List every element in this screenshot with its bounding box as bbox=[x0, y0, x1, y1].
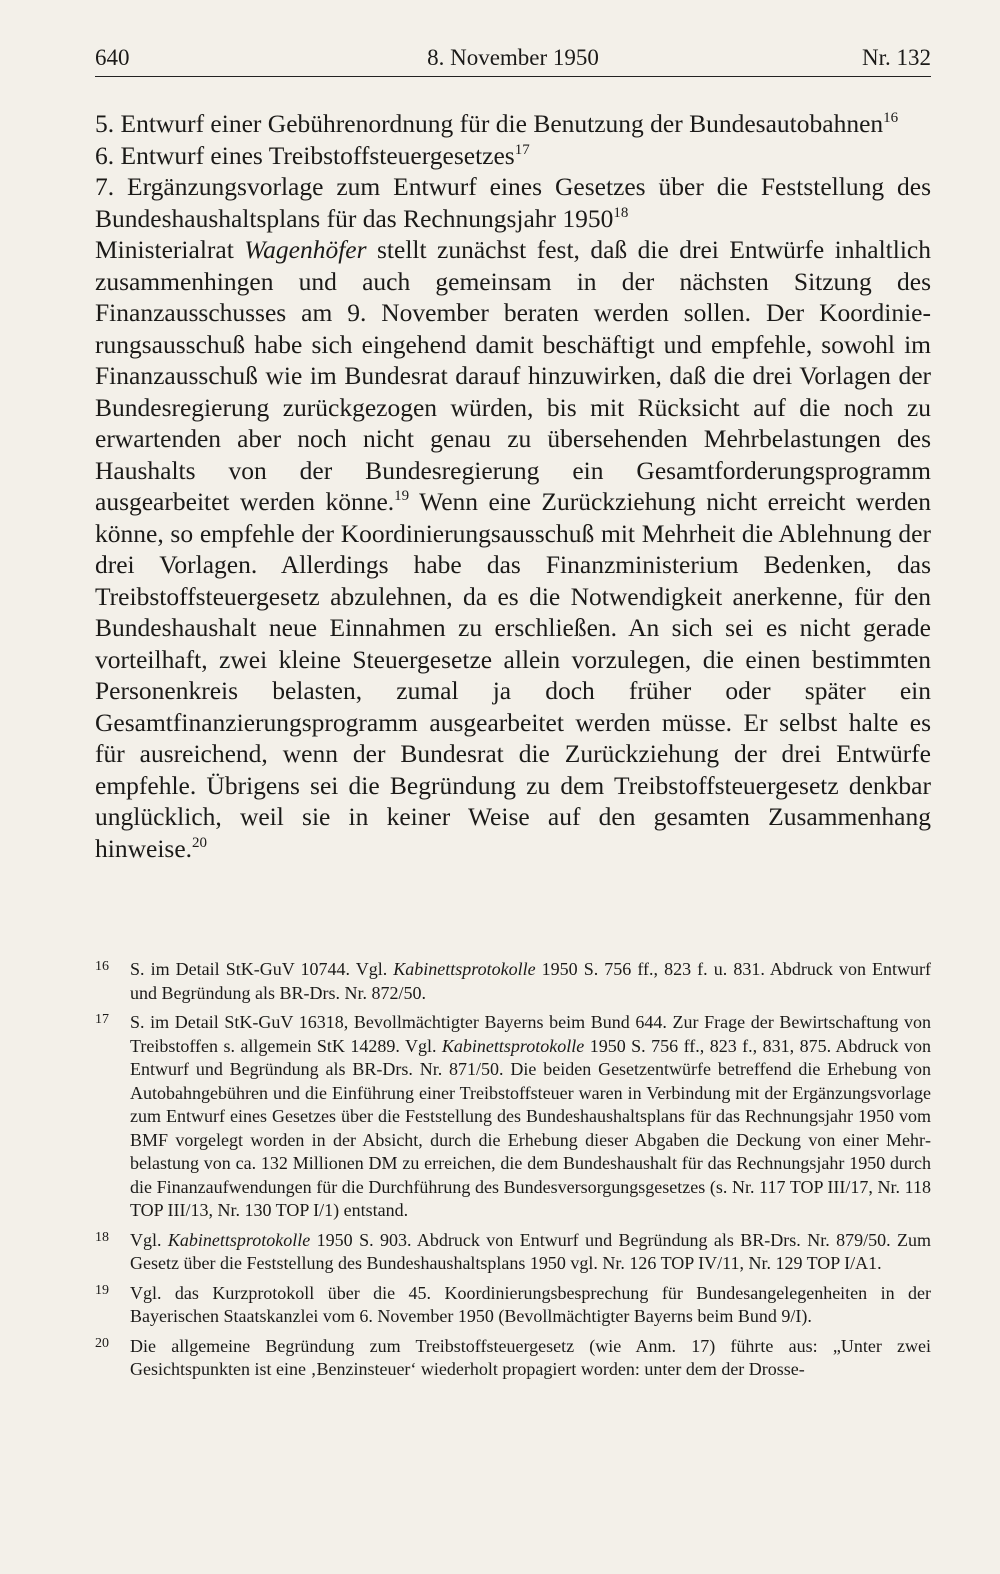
footnote-ref-18: 18 bbox=[613, 204, 629, 221]
footnote-17: 17 S. im Detail StK-GuV 16318, Bevollmächtigter Bayerns beim Bund 644. Zur Frage der Bewirtschaftung von Treibstoffen s. allgemein StK 14289. Vgl. Kabinettsprotokolle 1950 S. 756 ff., 823 f., 831, 875. Abdruck von Entwurf und Begründung als BR-Drs. Nr. 871/50. Die beiden Gesetzentwürfe betreffend die Erhebung von Autobahngebühren und die Einführung einer Treibstoffsteuer waren in Verbindung mit der Ergänzungsvorlage zum Entwurf eines Gesetzes über die Feststellung des Bundeshaushaltsplans für das Rechnungsjahr 1950 vom BMF vorgelegt worden in der Absicht, durch die Erhebung dieser Abgaben die Deckung von einer Mehrbelastung von ca. 132 Millionen DM zu erreichen, die dem Bundeshaushalt für das Rechnungsjahr 1950 durch die Finanzaufwendungen für die Durchführung des Bundesversorgungsgesetzes (s. Nr. 117 TOP III/17, Nr. 118 TOP III/13, Nr. 130 TOP I/1) entstand. bbox=[95, 1012, 931, 1220]
page bbox=[95, 40, 931, 864]
footnote-ref-19: 19 bbox=[394, 488, 410, 504]
footnote-16: 16 S. im Detail StK-GuV 10744. Vgl. Kabinettsprotokolle 1950 S. 756 ff., 823 f. u. 831. Abdruck von Entwurf und Begründung als BR-Drs. Nr. 872/50. bbox=[95, 959, 931, 1003]
footnote-ref-17: 17 bbox=[514, 141, 530, 158]
footnote-18: 18 Vgl. Kabinettsprotokolle 1950 S. 903. Abdruck von Entwurf und Begründung als BR-Drs. Nr. 879/50. Zum Gesetz über die Feststellung des Bundeshaushaltsplans 1950 vgl. Nr. 126 TOP IV/11, Nr. 129 TOP I/A1. bbox=[95, 1229, 932, 1273]
agenda-item-7: 7. Ergänzungsvorlage zum Entwurf eines Gesetzes über die Feststellung des Bundeshaushaltsplans für das Rechnungsjahr 1950$^{18}$ bbox=[95, 172, 931, 233]
running-header bbox=[95, 40, 931, 77]
header-issue-number: Nr. 132 bbox=[862, 45, 931, 70]
agenda-item-6: 6. Entwurf eines Treibstoffsteuergesetzes$^{17}$ bbox=[95, 140, 530, 170]
main-text bbox=[95, 108, 931, 864]
header-date: 8. November 1950 bbox=[427, 45, 599, 70]
footnote-20: 20 Die allgemeine Begründung zum Treibstoffsteuergesetz (wie Anm. 17) führte aus: „Unter zwei Gesichtspunkten ist eine ‚Benzinsteuer‘ wiederholt propagiert worden: unter dem der Drosse- bbox=[95, 1335, 931, 1379]
discussion-paragraph: Ministerialrat Wagenhöfer stellt zunächst fest, daß die drei Entwürfe inhaltlich zusammenhingen und auch gemeinsam in der nächsten Sitzung des Finanzausschusses am 9. November beraten werden sollen. Der Koordinierungsausschuß habe sich eingehend damit beschäftigt und empfehle, sowohl im Finanzausschuß wie im Bundesrat darauf hinzuwirken, daß die drei Vorlagen der Bundesregierung zurückgezogen würden, bis mit Rücksicht auf die noch zu erwartenden aber noch nicht genau zu übersehenden Mehrbelastungen des Haushalts von der Bundesregierung ein Gesamtforderungsprogramm ausgearbeitet werden könne.$^{19}$ Wenn eine Zurückziehung nicht erreicht werden könne, so empfehle der Koordinierungsausschuß mit Mehrheit die Ablehnung der drei Vorlagen. Allerdings habe das Finanzministerium Bedenken, das Treibstoffsteuergesetz abzulehnen, da es die Notwendigkeit anerkenne, für den Bundeshaushalt neue Einnahmen zu erschließen. An sich sei es nicht gerade vorteilhaft, zwei kleine Steuergesetze allein vorzulegen, die einen bestimmten Personenkreis belasten, zumal ja doch früher oder später ein Gesamtfinanzierungsprogramm ausgearbeitet werden müsse. Er selbst halte es für ausreichend, wenn der Bundesrat die Zurückziehung der drei Entwürfe empfehle. Übrigens sei die Begründung zu dem Treibstoffsteuergesetz denkbar unglücklich, weil sie in keiner Weise auf den gesamten Zusammenhang hinweise.$^{20}$ bbox=[95, 235, 932, 863]
footnote-ref-16: 16 bbox=[883, 110, 899, 126]
footnotes bbox=[95, 958, 931, 1388]
page-number: 640 bbox=[95, 45, 130, 70]
footnote-ref-20: 20 bbox=[192, 834, 208, 851]
agenda-item-5: 5. Entwurf einer Gebührenordnung für die Benutzung der Bundesautobahnen$^{16}$ bbox=[95, 109, 899, 138]
speaker-name: Wagenhöfer bbox=[244, 235, 367, 264]
footnote-19: 19 Vgl. das Kurzprotokoll über die 45. Koordinierungsbesprechung für Bundesangelegenheiten in der Bayerischen Staatskanzlei vom 6. November 1950 (Bevollmächtigter Bayerns beim Bund 9/I). bbox=[95, 1282, 931, 1326]
